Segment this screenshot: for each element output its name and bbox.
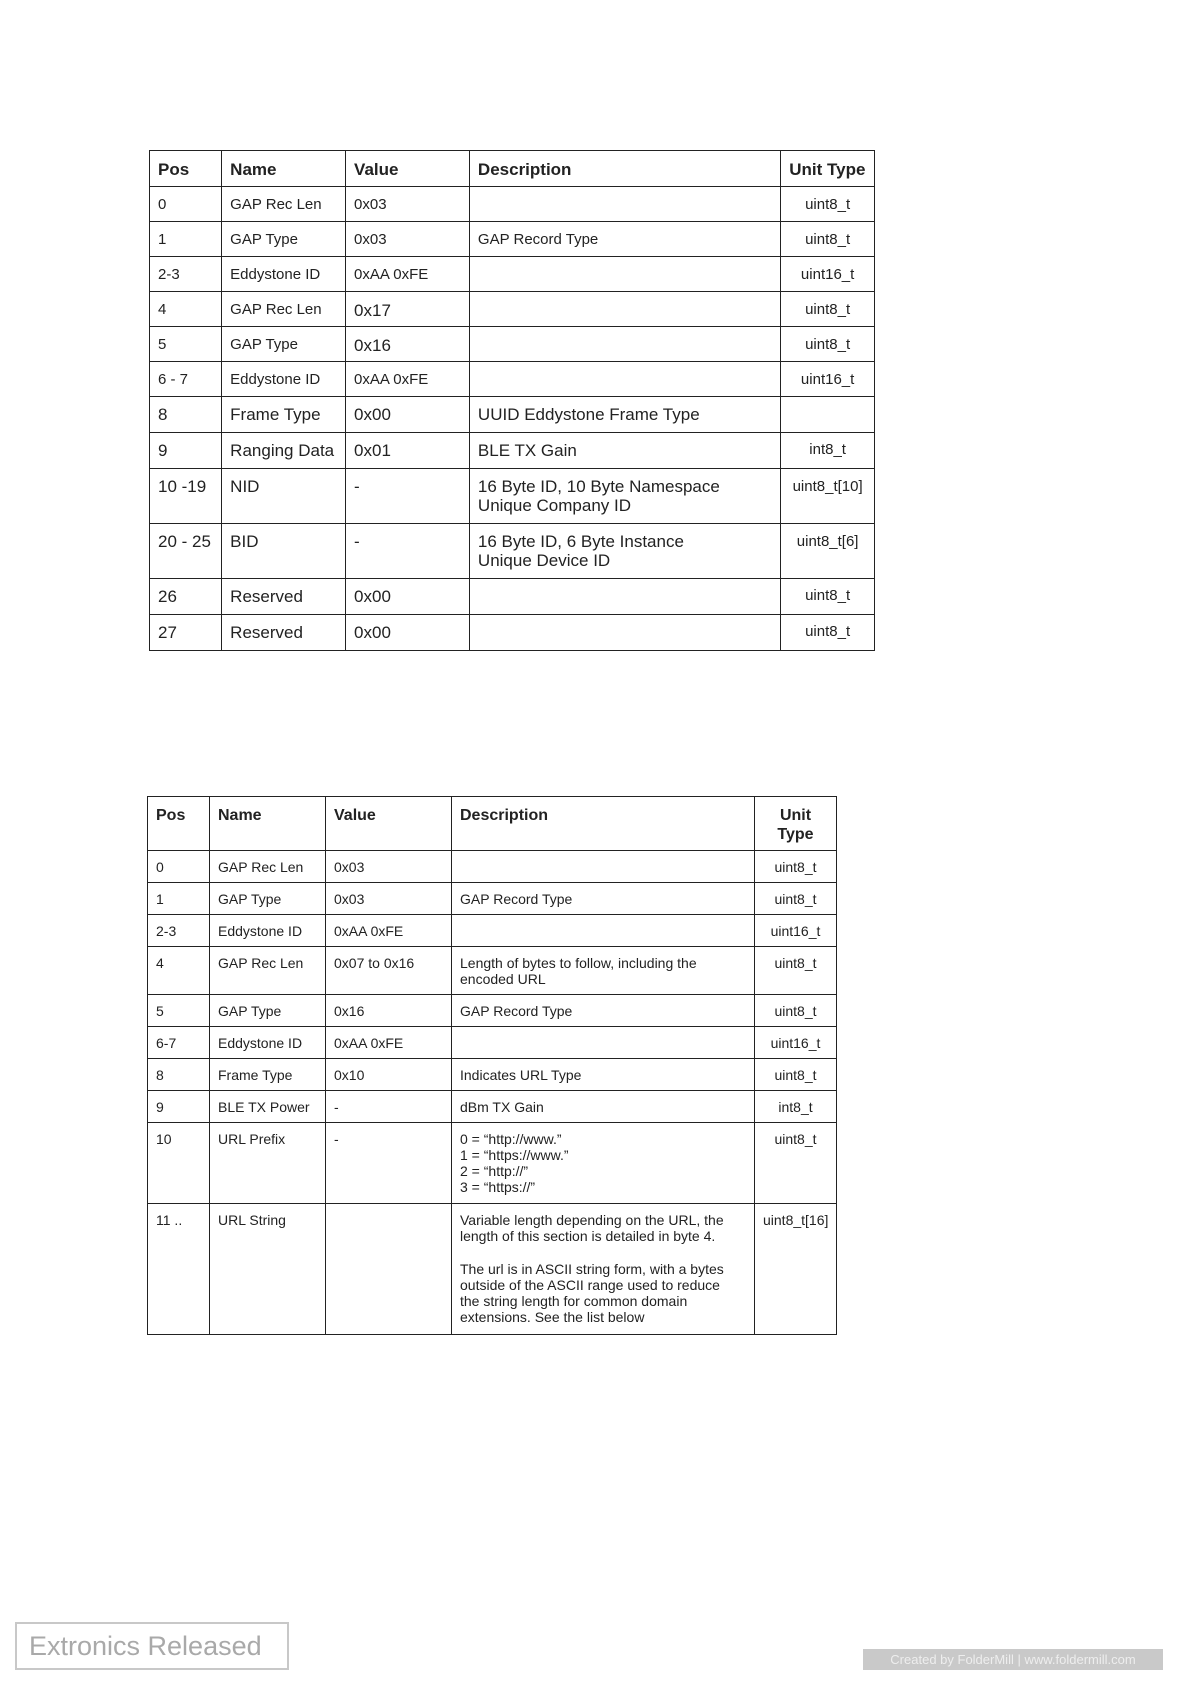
cell-name: GAP Type xyxy=(222,327,346,362)
cell-pos: 8 xyxy=(150,397,222,433)
cell-value: 0x17 xyxy=(346,292,470,327)
cell-unit-type: uint8_t xyxy=(781,222,875,257)
cell-pos: 10 -19 xyxy=(150,469,222,524)
cell-unit-type: uint8_t xyxy=(755,883,837,915)
cell-description xyxy=(469,327,780,362)
cell-unit-type: int8_t xyxy=(781,433,875,469)
cell-value: - xyxy=(346,524,470,579)
header-description: Description xyxy=(469,151,780,187)
cell-unit-type: uint8_t xyxy=(781,327,875,362)
description-line: 16 Byte ID, 6 Byte Instance xyxy=(477,532,684,551)
cell-name: BID xyxy=(222,524,346,579)
cell-unit-type: uint8_t xyxy=(755,1123,837,1204)
table-row xyxy=(148,1123,837,1204)
cell-name: GAP Type xyxy=(222,222,346,257)
cell-value: - xyxy=(326,1091,452,1123)
cell-value: 0x00 xyxy=(346,615,470,651)
cell-value: 0x16 xyxy=(346,327,470,362)
cell-description: UUID Eddystone Frame Type xyxy=(469,397,780,433)
cell-description: GAP Record Type xyxy=(452,883,755,915)
description-line: outside of the ASCII range used to reduce xyxy=(460,1277,720,1293)
description-line: 16 Byte ID, 10 Byte Namespace xyxy=(477,477,720,496)
cell-description xyxy=(469,469,780,524)
cell-pos: 6-7 xyxy=(148,1027,210,1059)
cell-name: GAP Type xyxy=(210,883,326,915)
cell-pos: 2-3 xyxy=(148,915,210,947)
table-row xyxy=(150,292,875,327)
table-row xyxy=(148,883,837,915)
eddystone-url-frame-table xyxy=(147,796,837,1335)
table-row xyxy=(150,187,875,222)
cell-value: 0x16 xyxy=(326,995,452,1027)
header-value: Value xyxy=(326,797,452,851)
cell-name: Reserved xyxy=(222,615,346,651)
description-line: Length of bytes to follow, including the xyxy=(460,955,697,971)
header-unit-type-line: Type xyxy=(777,826,814,843)
header-value: Value xyxy=(346,151,470,187)
cell-description: BLE TX Gain xyxy=(469,433,780,469)
cell-value: 0xAA 0xFE xyxy=(346,257,470,292)
description-line: extensions. See the list below xyxy=(460,1309,645,1325)
cell-pos: 2-3 xyxy=(150,257,222,292)
cell-pos: 27 xyxy=(150,615,222,651)
cell-value xyxy=(326,1204,452,1335)
cell-name: Eddystone ID xyxy=(210,1027,326,1059)
cell-description xyxy=(469,187,780,222)
table-row xyxy=(148,915,837,947)
table-row xyxy=(150,579,875,615)
table-row xyxy=(148,851,837,883)
cell-value: - xyxy=(346,469,470,524)
cell-value: 0xAA 0xFE xyxy=(326,915,452,947)
cell-value: 0x07 to 0x16 xyxy=(326,947,452,995)
release-stamp: Extronics Released xyxy=(15,1622,289,1670)
header-unit-type-line: Unit xyxy=(779,807,812,824)
table-row xyxy=(150,433,875,469)
description-line: The url is in ASCII string form, with a bytes xyxy=(460,1261,724,1277)
cell-value: 0x10 xyxy=(326,1059,452,1091)
header-pos: Pos xyxy=(150,151,222,187)
cell-description xyxy=(469,615,780,651)
cell-name: URL Prefix xyxy=(210,1123,326,1204)
cell-unit-type: uint8_t xyxy=(781,292,875,327)
cell-name: Eddystone ID xyxy=(210,915,326,947)
cell-unit-type: uint8_t xyxy=(755,1059,837,1091)
description-line: Unique Company ID xyxy=(477,496,631,515)
cell-pos: 1 xyxy=(148,883,210,915)
cell-name: NID xyxy=(222,469,346,524)
cell-value: 0xAA 0xFE xyxy=(346,362,470,397)
cell-unit-type: uint8_t xyxy=(755,851,837,883)
cell-pos: 6 - 7 xyxy=(150,362,222,397)
table-row xyxy=(148,1204,837,1335)
cell-value: 0x03 xyxy=(346,187,470,222)
cell-pos: 5 xyxy=(148,995,210,1027)
cell-unit-type: uint8_t[10] xyxy=(781,469,875,524)
cell-unit-type: uint8_t[6] xyxy=(781,524,875,579)
cell-pos: 0 xyxy=(150,187,222,222)
header-name: Name xyxy=(210,797,326,851)
cell-value: 0x00 xyxy=(346,579,470,615)
cell-pos: 5 xyxy=(150,327,222,362)
cell-name: GAP Rec Len xyxy=(210,851,326,883)
cell-description xyxy=(469,524,780,579)
cell-pos: 0 xyxy=(148,851,210,883)
cell-description: GAP Record Type xyxy=(469,222,780,257)
description-line: 1 = “https://www.” xyxy=(460,1147,569,1163)
cell-description: Indicates URL Type xyxy=(452,1059,755,1091)
table-row xyxy=(148,1027,837,1059)
cell-unit-type: uint8_t xyxy=(755,995,837,1027)
cell-value: 0x01 xyxy=(346,433,470,469)
cell-value: 0x03 xyxy=(326,883,452,915)
paragraph-gap xyxy=(460,1244,746,1261)
description-line: 0 = “http://www.” xyxy=(460,1131,562,1147)
table-row xyxy=(150,469,875,524)
table-row xyxy=(150,397,875,433)
cell-description xyxy=(469,292,780,327)
table-row xyxy=(150,615,875,651)
cell-description: GAP Record Type xyxy=(452,995,755,1027)
cell-unit-type: uint8_t[16] xyxy=(755,1204,837,1335)
header-name: Name xyxy=(222,151,346,187)
cell-description xyxy=(469,579,780,615)
description-line: the string length for common domain xyxy=(460,1293,688,1309)
cell-name: Frame Type xyxy=(222,397,346,433)
header-description: Description xyxy=(452,797,755,851)
eddystone-uid-frame-table xyxy=(149,150,875,651)
table-row xyxy=(148,1091,837,1123)
table-row xyxy=(150,222,875,257)
cell-pos: 26 xyxy=(150,579,222,615)
cell-name: Eddystone ID xyxy=(222,257,346,292)
header-pos: Pos xyxy=(148,797,210,851)
cell-description xyxy=(469,257,780,292)
table-row xyxy=(148,995,837,1027)
cell-pos: 20 - 25 xyxy=(150,524,222,579)
header-unit-type xyxy=(755,797,837,851)
table-row xyxy=(150,327,875,362)
cell-name: GAP Rec Len xyxy=(222,292,346,327)
cell-description xyxy=(452,915,755,947)
description-line: 2 = “http://” xyxy=(460,1163,529,1179)
cell-name: GAP Type xyxy=(210,995,326,1027)
table-row xyxy=(150,257,875,292)
cell-pos: 9 xyxy=(150,433,222,469)
description-line: Variable length depending on the URL, the xyxy=(460,1212,724,1228)
cell-unit-type: int8_t xyxy=(755,1091,837,1123)
cell-pos: 11 .. xyxy=(148,1204,210,1335)
cell-unit-type: uint16_t xyxy=(755,915,837,947)
header-unit-type: Unit Type xyxy=(781,151,875,187)
cell-pos: 1 xyxy=(150,222,222,257)
cell-unit-type: uint16_t xyxy=(781,362,875,397)
table-header-row xyxy=(150,151,875,187)
cell-value: 0x00 xyxy=(346,397,470,433)
table-row xyxy=(150,524,875,579)
credit-watermark: Created by FolderMill | www.foldermill.com xyxy=(863,1649,1163,1670)
cell-value: 0xAA 0xFE xyxy=(326,1027,452,1059)
cell-name: Reserved xyxy=(222,579,346,615)
cell-value: - xyxy=(326,1123,452,1204)
cell-pos: 9 xyxy=(148,1091,210,1123)
cell-description xyxy=(452,851,755,883)
cell-value: 0x03 xyxy=(346,222,470,257)
cell-name: Ranging Data xyxy=(222,433,346,469)
cell-name: BLE TX Power xyxy=(210,1091,326,1123)
cell-unit-type: uint16_t xyxy=(755,1027,837,1059)
table-header-row xyxy=(148,797,837,851)
cell-unit-type: uint8_t xyxy=(781,187,875,222)
table-row xyxy=(148,947,837,995)
cell-description xyxy=(452,1123,755,1204)
cell-pos: 4 xyxy=(148,947,210,995)
cell-description xyxy=(452,1204,755,1335)
cell-pos: 8 xyxy=(148,1059,210,1091)
description-line: encoded URL xyxy=(460,971,546,987)
cell-unit-type xyxy=(781,397,875,433)
cell-name: GAP Rec Len xyxy=(210,947,326,995)
cell-name: Eddystone ID xyxy=(222,362,346,397)
cell-description xyxy=(452,1027,755,1059)
cell-name: URL String xyxy=(210,1204,326,1335)
description-line: 3 = “https://” xyxy=(460,1179,536,1195)
description-line: length of this section is detailed in byte 4. xyxy=(460,1228,716,1244)
cell-description xyxy=(452,947,755,995)
cell-pos: 4 xyxy=(150,292,222,327)
cell-name: Frame Type xyxy=(210,1059,326,1091)
cell-description: dBm TX Gain xyxy=(452,1091,755,1123)
cell-unit-type: uint16_t xyxy=(781,257,875,292)
description-line: Unique Device ID xyxy=(477,551,611,570)
cell-unit-type: uint8_t xyxy=(755,947,837,995)
table-row xyxy=(150,362,875,397)
cell-description xyxy=(469,362,780,397)
cell-value: 0x03 xyxy=(326,851,452,883)
table-row xyxy=(148,1059,837,1091)
cell-pos: 10 xyxy=(148,1123,210,1204)
cell-unit-type: uint8_t xyxy=(781,579,875,615)
cell-unit-type: uint8_t xyxy=(781,615,875,651)
cell-name: GAP Rec Len xyxy=(222,187,346,222)
